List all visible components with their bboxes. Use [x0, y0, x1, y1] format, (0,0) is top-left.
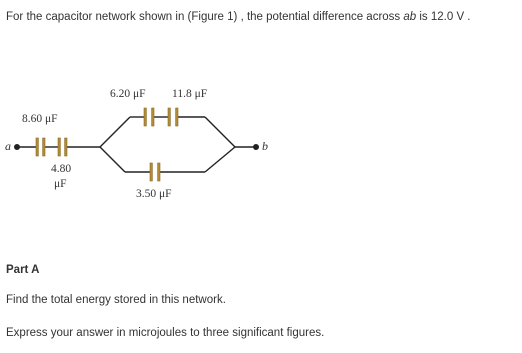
- problem-text-before: For the capacitor network shown in (Figure 1) , the potential difference across: [6, 11, 404, 23]
- wire-upper-right: [205, 117, 235, 147]
- capacitor-c5-label: 3.50 μF: [136, 188, 172, 200]
- c2-plate-right: [65, 138, 67, 156]
- part-a-title: Part A: [6, 264, 40, 276]
- c3-plate-left: [144, 108, 146, 126]
- part-a-instruction: Express your answer in microjoules to three significant figures.: [6, 327, 325, 339]
- c5-plate-right: [158, 163, 160, 181]
- capacitor-c2-label-line2: μF: [54, 178, 67, 190]
- node-a-label: a: [5, 139, 11, 153]
- capacitor-c2-label-line1: 4.80: [51, 163, 72, 175]
- c1-plate-right: [43, 138, 45, 156]
- capacitor-network-figure: [0, 80, 300, 220]
- capacitor-c3-label: 6.20 μF: [110, 88, 146, 100]
- c1-plate-left: [36, 138, 38, 156]
- c4-plate-right: [176, 108, 178, 126]
- node-b-label: b: [262, 139, 268, 153]
- wire-lower-left: [100, 147, 125, 172]
- node-a-dot: [14, 144, 20, 150]
- part-a-question: Find the total energy stored in this network.: [6, 294, 226, 306]
- problem-text-after: is 12.0 V .: [416, 11, 471, 23]
- node-b-dot: [253, 144, 259, 150]
- c4-plate-left: [168, 108, 170, 126]
- c3-plate-right: [152, 108, 154, 126]
- problem-statement: [6, 11, 471, 23]
- capacitor-c4-label: 11.8 μF: [172, 88, 208, 100]
- c2-plate-left: [58, 138, 60, 156]
- wire-lower-right: [205, 147, 235, 172]
- wire-upper-left: [100, 117, 130, 147]
- capacitor-c1-label: 8.60 μF: [22, 113, 58, 125]
- c5-plate-left: [150, 163, 152, 181]
- problem-variable-ab: ab: [403, 11, 417, 23]
